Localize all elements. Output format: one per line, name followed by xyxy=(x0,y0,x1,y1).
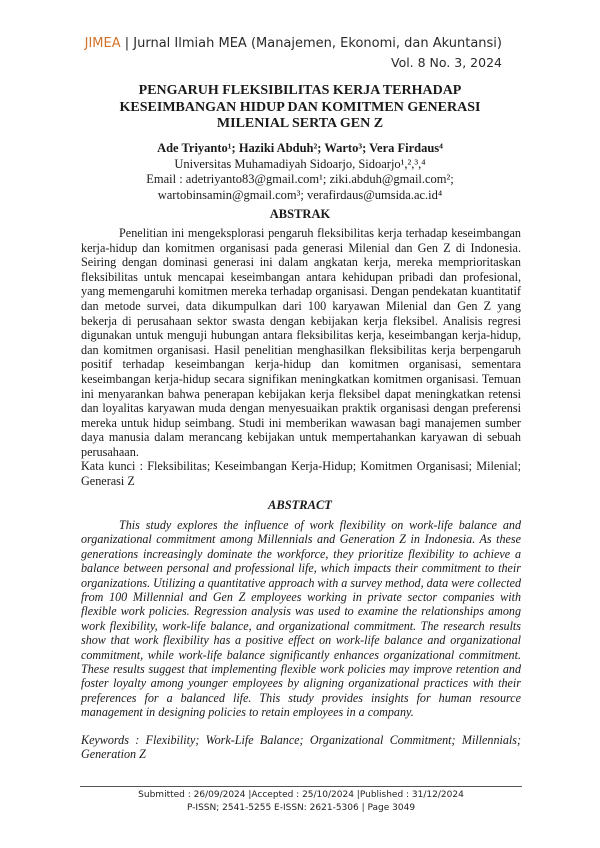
author-emails-line-2: wartobinsamin@gmail.com³; verafirdaus@umsida.ac.id⁴ xyxy=(157,187,443,202)
author-emails-line-1: Email : adetriyanto83@gmail.com¹; ziki.abduh@gmail.com²; xyxy=(146,172,454,186)
paper-title: PENGARUH FLEKSIBILITAS KERJA TERHADAP KESEIMBANGAN HIDUP DAN KOMITMEN GENERASI MILENIAL SERTA GEN Z xyxy=(119,83,481,131)
issn-page-info: P-ISSN; 2541-5255 E-ISSN: 2621-5306 | Page 3049 xyxy=(186,803,416,813)
journal-abbreviation: JIMEA xyxy=(84,36,121,51)
abstrak-text: Penelitian ini mengeksplorasi pengaruh fleksibilitas kerja terhadap keseimbangan kerja-hidup dan komitmen organisasi pada generasi Milenial dan Gen Z di Indonesia. Seiring dengan dominasi generasi ini dalam angkatan kerja, mereka memprioritaskan fleksibilitas untuk mencapai keseimbangan antara kehidupan pribadi dan profesional, yang memengaruhi komitmen mereka terhadap organisasi. Dengan pendekatan kuantitatif dan metode survei, data dikumpulkan dari 100 karyawan Milenial dan Gen Z yang bekerja di perusahaan sektor swasta dengan kebijakan kerja fleksibel. Analisis regresi digunakan untuk menguji hubungan antara fleksibilitas kerja, keseimbangan kerja-hidup, dan komitmen organisasi. Hasil penelitian menghasilkan fleksibilitas kerja berpengaruh positif terhadap keseimbangan kerja-hidup dan komitmen organisasi, sementara keseimbangan kerja-hidup secara signifikan meningkatkan komitmen organisasi. Temuan ini menyarankan bahwa penerapan kebijakan kerja fleksibel dapat meningkatkan retensi dan loyalitas karyawan muda dengan menyesuaikan praktik organisasi dengan preferensi mereka untuk hidup seimbang. Studi ini memberikan wawasan bagi manajemen sumber daya manusia dalam merancang kebijakan untuk mempertahankan karyawan di sebuah perusahaan. xyxy=(81,226,521,459)
footer-divider xyxy=(80,786,522,787)
keywords: Keywords : Flexibility; Work-Life Balance; Organizational Commitment; Millennials; Generation Z xyxy=(81,733,521,762)
journal-name: | Jurnal Ilmiah MEA (Manajemen, Ekonomi, dan Akuntansi) xyxy=(120,36,502,51)
journal-header xyxy=(0,36,502,51)
author-affiliation: Universitas Muhamadiyah Sidoarjo, Sidoarjo¹,²,³,⁴ xyxy=(174,156,426,171)
kata-kunci: Kata kunci : Fleksibilitas; Keseimbangan Kerja-Hidup; Komitmen Organisasi; Milenial; Generasi Z xyxy=(81,459,521,488)
abstrak-heading: ABSTRAK xyxy=(269,207,331,221)
author-block xyxy=(90,141,510,203)
volume-label: Vol. 8 No. 3, 2024 xyxy=(390,55,502,70)
submission-dates: Submitted : 26/09/2024 |Accepted : 25/10/2024 |Published : 31/12/2024 xyxy=(138,790,464,800)
abstract-text: This study explores the influence of work flexibility on work-life balance and organizational commitment among Millennials and Generation Z in Indonesia. As these generations increasingly dominate the workforce, they prioritize flexibility to achieve a balance between personal and professional life, which impacts their commitment to their organizations. Utilizing a quantitative approach with a survey method, data were collected from 100 Millennial and Gen Z employees working in private sector companies with flexible work policies. Regression analysis was used to examine the relationships among work flexibility, work-life balance, and organizational commitment. The research results show that work flexibility has a positive effect on work-life balance and organizational commitment, while work-life balance significantly enhances organizational commitment. These results suggest that implementing flexible work policies may improve retention and foster loyalty among younger employees by aligning organizational practices with their preferences for a balanced life. This study provides insights for human resource management in designing policies to retain employees in a company. xyxy=(81,518,521,720)
abstract-heading: ABSTRACT xyxy=(268,498,332,512)
author-names: Ade Triyanto¹; Haziki Abduh²; Warto³; Vera Firdaus⁴ xyxy=(157,141,443,155)
